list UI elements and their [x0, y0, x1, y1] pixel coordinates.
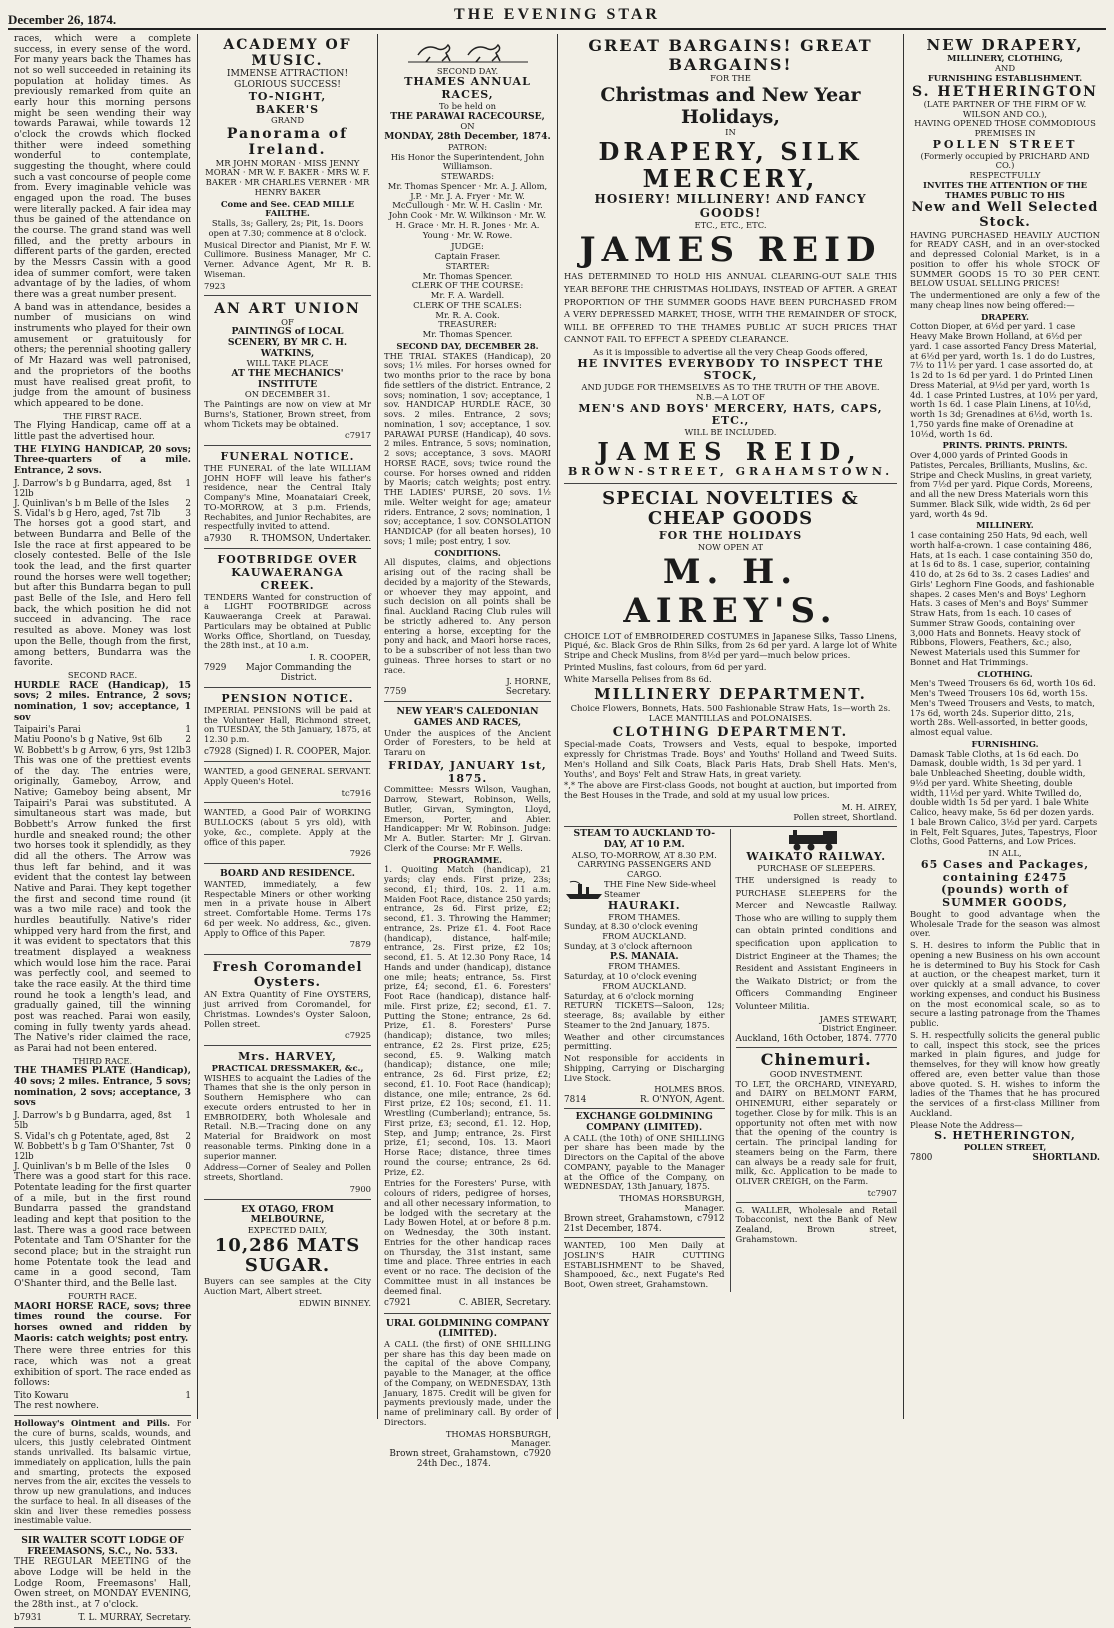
masthead	[8, 6, 1106, 30]
waikato-ad: WAIKATO RAILWAY. PURCHASE OF SLEEPERS. THE undersigned is ready to PURCHASE SLEEPERS for the Mercer and Newcastle Railway. Those who are willing to supply them can obtain printed conditions and specification upon application to District Engineer at the Thames; the Resident and Assistant Engineers in the Waikato District; or from the Officers Commanding Engineer Volunteer Militia. JAMES STEWART, District Engineer. Auckland, 16th October, 1874. 7770 Chinemuri. GOOD INVESTMENT. TO LET, the ORCHARD, VINEYARD, and DAIRY on BELMONT FARM, OHINEMURI, either separately or together. Close by for milk. This is an opportunity not often met with now that the opening of the country is certain. The principal landing for steamers being on the Farm, there can always be a ready sale for fruit, milk, &c. Application to be made to OLIVER CREIGH, on the Farm. tc7907 G. WALLER, Wholesale and Retail Tobacconist, next the Bank of New Zealand, Brown street, Grahamstown.	[731, 829, 898, 1291]
result-row: J. Quinlivan's b m Belle of the Isles 0	[14, 1162, 191, 1173]
result-row: Taipairi's Parai 1	[14, 725, 191, 736]
issue-date: December 26, 1874.	[8, 12, 117, 27]
result-row: Tito Kowaru 1	[14, 1390, 191, 1401]
race-report-p8: The rest nowhere.	[14, 1400, 99, 1412]
column-2	[198, 34, 378, 1419]
race-report-p2: A band was in attendance, besides a number of musicians on wind instruments who played for their own amusement or gratuitously for others; the perennial shooting gallery of Mr Hazard was well patronised, and the proprietors of the booths must have realised great profit, to judge from the amount of business which appeared to be done.	[14, 301, 191, 409]
first-race-heading: THE FIRST RACE.	[63, 410, 142, 421]
ural-notice: URAL GOLDMINING COMPANY (LIMITED). A CALL (the first) of ONE SHILLING per share has this day been made on the capital of the above Company, payable to the Manager, at the office of the Company, on WEDNESDAY, 13th January, 1875. Credit will be given for payments previously made, under the name of preliminary call. By order of Directors. THOMAS HORSBURGH, Manager. Brown street, Grahamstown, 24th Dec., 1874. c7920	[384, 1317, 551, 1470]
holloway-ad: Holloway's Ointment and Pills. For the cure of burns, scalds, wounds, and ulcers, this justly celebrated Ointment stands unrivalled. Its balsamic virtue, immediately on application, lulls the pain and smarting, protects the exposed nerves from the air, excites the vessels to throw up new granulations, and induces the surface to heal. In all diseases of the skin and liver these remedies possess inestimable value.	[14, 1417, 191, 1526]
result-row: J. Darrow's b g Bundarra, aged, 8st 5lb 1	[14, 1111, 191, 1132]
thames-plate: THE THAMES PLATE (Handicap), 40 sovs; 2 miles. Entrance, 5 sovs; nomination, 2 sovs; acceptance, 3 sovs	[14, 1065, 191, 1109]
hetherington-ad: NEW DRAPERY, MILLINERY, CLOTHING, AND FURNISHING ESTABLISHMENT. S. HETHERINGTON (LATE PARTNER OF THE FIRM OF W. WILSON AND CO.), HAVING OPENED THOSE COMMODIOUS PREMISES IN POLLEN STREET (Formerly occupied by PRICHARD AND CO.) RESPECTFULLY INVITES THE ATTENTION OF THE THAMES PUBLIC TO HIS New and Well Selected Stock. HAVING PURCHASED HEAVILY AUCTION for READY CASH, and in an over-stocked and depressed Colonial Market, is in a position to offer his whole STOCK OF SUMMER GOODS 15 TO 30 PER CENT. BELOW USUAL SELLING PRICES! The undermentioned are only a few of the many cheap lines now being offered:— DRAPERY. Cotton Dioper, at 6½d per yard. 1 case Heavy Make Brown Holland, at 6½d per yard. 1 case assorted Fancy Dress Material, at 6½d per yard, worth 1s. 1 do do Lustres, 7½ to 11½ per yard. 1 case assorted do, at 1s 2d to 1s 6d per yard. 1 do Printed Linen Dress Material, at 9½d per yard, worth 1s 4d. 1 case Printed Lustres, at 10½ per yard, worth 1s 6d. 1 case Plain Linens, at 10½d, worth 1s 3d; Grenadines at 6½d, worth 1s. 1,750 yards fine make of Orenadine at 10½d, worth 1s 6d. PRINTS. PRINTS. PRINTS. Over 4,000 yards of Printed Goods in Patistes, Percales, Brilliants, Muslins, &c. Stripe and Check Muslins, in great variety, from 7½d per yard. Pique Cords, Moreens, and all the new Dress Materials worn this Summer. Black Silk, wide width, 2s 6d per yard, worth 4s 9d. MILLINERY. 1 case containing 250 Hats, 9d each, well worth half-a-crown. 1 case containing 486, Hats, at 1s each. 1 case containing 350 do, at 1s 6d to 8s. 1 case, superior, containing 410 do, at 2s 6d to 3s. 2 cases Ladies' and Girls' Leghorn Fine Goods, and fashionable shapes. 2 cases Men's and Boys' Leghorn Hats. 3 cases of Men's and Boys' Summer Straw Hats, from 1s each. 10 cases of Summer Straw Goods, containing over 3,000 Hats and Bonnets. Heavy stock of Ribbons, Flowers, Feathers, &c.; also, Newest Materials used this Summer for Bonnet and Hat Trimmings. CLOTHING. Men's Tweed Trousers 6s 6d, worth 10s 6d. Men's Tweed Trousers 10s 6d, worth 15s. Men's Tweed Trousers and Vests, to match, 17s 6d, worth 24s. Superior ditto, 21s, worth 28s. Well-assorted, in better goods, almost equal value. FURNISHING. Damask Table Cloths, at 1s 6d each. Do Damask, double width, 1s 3d per yard. 1 bale Unbleached Sheeting, double width, 9½d per yard. White Sheeting, double width, 11½d per yard. White Twilled do, double width 1s 5d per yard. 1 bale White Calico, heavy make, 5s 6d per dozen yards. 1 bale Brown Calico, 3½d per yard. Carpets in Felt, Felt Squares, Jutes, Tapestrys, Floor Cloths, Good Patterns, and Low Prices. IN ALL, 65 Cases and Packages, containing £2475 (pounds) worth of SUMMER GOODS, Bought to good advantage when the Wholesale Trade for the season was almost over. S. H. desires to inform the Public that in opening a new Business on his own account he is determined to Buy his Stock for Cash at auction, or the cheapest market, turn it over quickly at a small advance, to cover working expenses, and conduct his Business on the most economical scale, so as to secure a lasting patronage from the Thames public. S. H. respectfully solicits the general public to call, inspect this stock, see the prices marked in plain figures, and judge for themselves, for they will know how greatly offered are, even better value than those above quoted. S. H. wishes to inform the ladies of the Thames that he has procured the services of a first-class Milliner from Auckland. Please Note the Address— S. HETHERINGTON, POLLEN STREET, 7800 SHORTLAND.	[910, 36, 1100, 1163]
races-ad: SECOND DAY. THAMES ANNUAL RACES, To be held on THE PARAWAI RACECOURSE, ON MONDAY, 28th December, 1874. PATRON: His Honor the Superintendent, John Williamson. STEWARDS: Mr. Thomas Spencer · Mr. A. J. Allom, J.P. · Mr. J. A. Fryer · Mr. W. McCullough · Mr. W. H. Caslin · Mr. John Cook · Mr. W. Wilkinson · Mr. W. H. Grace · Mr. H. R. Jones · Mr. A. Young · Mr. W. Rowe. JUDGE: Captain Fraser. STARTER: Mr. Thomas Spencer. CLERK OF THE COURSE: Mr. F. A. Wardell. CLERK OF THE SCALES: Mr. R. A. Cook. TREASURER: Mr. Thomas Spencer. SECOND DAY, DECEMBER 28. THE TRIAL STAKES (Handicap), 20 sovs; 1½ miles. For horses owned for two months prior to the race by bona fide settlers of the district. Entrance, 2 sovs; nomination, 1 sov; acceptance, 1 sov. HANDICAP HURDLE RACE, 30 sovs. 2 miles. Entrance, 2 sovs; nomination, 1 sov; acceptance, 1 sov. PARAWAI PURSE (Handicap), 40 sovs. 2 miles. Entrance, 5 sovs; nomination, 2 sovs; acceptance, 3 sovs. MAORI HORSE RACE, sovs; twice round the course. For horses owned and ridden by Maoris; catch weights; post entry. THE LADIES' PURSE, 20 sovs. 1½ mile. Welter weight for age; amateur riders. Entrance, 2 sovs; nomination, 1 sov; acceptance, 1 sov. CONSOLATION HANDICAP (for all beaten horses), 10 sovs; 1 mile; post entry, 1 sov. CONDITIONS. All disputes, claims, and objections arising out of the racing shall be decided by a majority of the Stewards, or whoever they may appoint, and such decision on all points shall be final. Auckland Racing Club rules will be strictly adhered to. Any person entering a horse, excepting for the pony and hack, and Maori horse races, to be a subscriber of not less than two guineas. Three horses to start or no race. J. HORNE, 7759 Secretary.	[384, 34, 551, 702]
third-race-heading: THIRD RACE.	[72, 1055, 133, 1066]
result-row: S. Vidal's b g Hero, aged, 7st 7lb 3	[14, 509, 191, 520]
pension-notice: PENSION NOTICE. IMPERIAL PENSIONS will be paid at the Volunteer Hall, Richmond street, on TUESDAY, the 5th January, 1875, at 12.30 p.m. c7928 (Signed) I. R. COOPER, Major.	[204, 690, 371, 762]
hetherington-name: S. HETHERINGTON	[912, 83, 1098, 100]
column-3	[378, 34, 558, 1470]
steamer-icon	[564, 880, 604, 900]
result-row: J. Quinlivan's b m Belle of the Isles 2	[14, 499, 191, 510]
result-row: J. Darrow's b g Bundarra, aged, 8st 12lb 1	[14, 478, 191, 499]
joslin-ad: WANTED, 100 Men Daily at JOSLIN'S HAIR CUTTING ESTABLISHMENT to be Shaved, Shampooed, &c., next Fugate's Red Boot, Owen street, Grahamstown.	[564, 1240, 725, 1290]
wanted-bullocks: WANTED, a Good Pair of WORKING BULLOCKS (about 5 yrs old), with yoke, &c., complete. Apply at the office of this paper. 7926	[204, 805, 371, 864]
james-reid-name: JAMES REID	[579, 229, 882, 270]
airey-ad: SPECIAL NOVELTIES & CHEAP GOODS FOR THE HOLIDAYS NOW OPEN AT M. H. AIREY'S. CHOICE LOT of EMBROIDERED COSTUMES in Japanese Silks, Tasso Linens, Piqué, &c. Black Gros de Rhin Silks, from 2s 6d per yard. A large lot of White Stripe and Check Muslins, from 8½d per yard—much below prices. Printed Muslins, fast colours, from 6d per yard. White Marsella Pelises from 8s 6d. MILLINERY DEPARTMENT. Choice Flowers, Bonnets, Hats. 500 Fashionable Straw Hats, 1s—worth 2s. LACE MANTILLAS and POLONAISES. CLOTHING DEPARTMENT. Special-made Coats, Trowsers and Vests, equal to bespoke, imported expressly for Christmas Trade. Boys' and Youths' Holland and Tweed Suits. Men's Holland and Silk Coats, Black Paris Hats, Drab Shell Hats. Men's, Youths', and Boys' Felt and Straw Hats, in great variety. *,* The above are First-class Goods, not bought at auction, but imported from the Best Houses in the Trade, and sold at my usual low prices. M. H. AIREY, Pollen street, Shortland.	[564, 486, 897, 828]
column-5	[904, 34, 1106, 1419]
art-union-ad: AN ART UNION OF PAINTINGS of LOCAL SCENERY, BY MR C. H. WATKINS, WILL TAKE PLACE AT THE MECHANICS' INSTITUTE ON DECEMBER 31. The Paintings are now on view at Mr Burns's, Stationer, Brown street, from whom Tickets may be obtained. c7917	[204, 298, 371, 446]
paper-title: THE EVENING STAR	[454, 6, 660, 23]
steam-ad: STEAM TO AUCKLAND TO-DAY, AT 10 P.M. ALSO, TO-MORROW, AT 8.30 P.M. CARRYING PASSENGERS AND CARGO. THE Fine New Side-wheel Steamer HAURAKI. FROM THAMES. Sunday, at 8.30 o'clock evening FROM AUCKLAND. Sunday, at 3 o'clock afternoon P.S. MANAIA. FROM THAMES. Saturday, at 10 o'clock evening FROM AUCKLAND. Saturday, at 6 o'clock morning RETURN TICKETS—Saloon, 12s; steerage, 8s; available by either Steamer to the 2nd January, 1875. Weather and other circumstances permitting. Not responsible for accidents in Shipping, Carrying or Discharging Live Stock. HOLMES BROS. 7814 R. O'NYON, Agent. EXCHANGE GOLDMINING COMPANY (LIMITED). A CALL (the 10th) of ONE SHILLING per share has been made by the Directors on the Capital of the above COMPANY, payable to the Manager at the Office of the Company, on WEDNESDAY, 13th January, 1875. THOMAS HORSBURGH, Manager. Brown street, Grahamstown, 21st December, 1874. c7912 WANTED, 100 Men Daily at JOSLIN'S HAIR CUTTING ESTABLISHMENT to be Shaved, Shampooed, &c., next Fugate's Red Boot, Owen street, Grahamstown.	[564, 829, 731, 1291]
race-report-p6: There was a good start for this race. Potentate leading for the first quarter of a mile, but in the first round Bundarra passed the grandstand leading and kept that position to the last. There was a good race between Potentate and Tam O'Shanter for the second place; but in the straight run home Potentate took the lead and came in a good second, Tam O'Shanter third, and the Belle last.	[14, 1171, 191, 1290]
caledonian-ad: NEW YEAR'S CALEDONIAN GAMES AND RACES, Under the auspices of the Ancient Order of Foresters, to be held at Tararu on FRIDAY, JANUARY 1st, 1875. Committee: Messrs Wilson, Vaughan, Darrow, Stewart, Robinson, Wells, Butler, Girvan, Symington, Lloyd, Emerson, Porter, and Abier. Handicapper: Mr W. Robinson. Judge: Mr A. Butler. Starter: Mr J. Girvan. Clerk of the Course: Mr F. Wells. PROGRAMME. 1. Quoiting Match (handicap), 21 yards; clay ends. First prize, 23s; second, £1; third, 10s. 2. 11 a.m. Maiden Foot Race, distance 250 yards; entrance, 2s 6d. First prize, £2; second, £1. 3. Throwing the Hammer; entrance, 2s. Prize £1. 4. Foot Race (handicap), distance, half-mile; entrance, 2s. First prize, £2 10s; second, £1. 5. At 12.30 Pony Race, 14 Hands and under (handicap), distance one mile; heats; entrance, 5s. First prize, £4; second, £1. 6. Foresters' Foot Race (handicap), distance half-mile. First prize, £2; second, £1. 7. Putting the Stone; entrance, 2s 6d. Prize, £1. 8. Foresters' Purse (handicap); distance, two miles; entrance, £2 2s. First prize, £25; second, £5. 9. Walking match (handicap); distance, one mile; entrance, 2s 6d. First prize, £2; second, £1. 10. Foot Race (handicap); distance, one mile; entrance, 2s 6d. First prize, £2 10s; second, £1. 11. Wrestling (Cumberland); entrance, 5s. First prize, £3; second, £1. 12. Hop, Step, and Jump; entrance, 2s. First prize, £1; second, 10s. 13. Maori Horse Race; distance, three times round the course; entrance, 2s 6d. Prize, £2. Entries for the Foresters' Purse, with colours of riders, pedigree of horses, and all other necessary information, to be lodged with the secretary at the Lady Bowen Hotel, at or before 8 p.m. on Wednesday, the 30th instant. Entries for the other handicap races on Thursday, the 31st instant, same time and place. Three entries in each event or no race. The decision of the Committee must in all instances be deemed final. c7921 C. ABIER, Secretary.	[384, 704, 551, 1313]
exchange-title: EXCHANGE GOLDMINING COMPANY (LIMITED).	[575, 1111, 713, 1134]
horse-racing-illustration	[408, 37, 528, 63]
race-report-p3: The Flying Handicap, came off at a little past the advertised hour.	[14, 420, 191, 442]
locomotive-icon	[781, 829, 851, 851]
result-row: S. Vidal's ch g Potentate, aged, 8st 2	[14, 1131, 191, 1142]
chinemuri-title: Chinemuri.	[760, 1050, 872, 1070]
race-report-p1: races, which were a complete success, in every sense of the word. For many years back the Thames has not so well succeeded in retaining its population at holiday times. As previously remarked from quite an early hour this morning persons might be seen wending their way towards Parawai, while towards 12 o'clock the crowds which flocked thither were indeed something wonderful to contemplate, suggesting the thought, where could such a vast concourse of people come from. Every imaginable vehicle was engaged upon the road. The buses were literally packed. A fair idea may thus be gained of the attendance on the course. The grand stand was well filled, and the pretty arbours in different parts of the garden, erected by the Messrs Cassin with a good idea of summer comfort, were taken advantage of by the ladies, of whom there was a great number present.	[14, 33, 191, 301]
maori-race: MAORI HORSE RACE, sovs; three times round the course. For horses owned and ridden by Maoris: catch weights; post entry.	[14, 1300, 191, 1344]
lodge-notice: SIR WALTER SCOTT LODGE OF FREEMASONS, S.C., No. 533. THE REGULAR MEETING of the above Lodge will be held in the Lodge Room, Freemasons' Hall, Owen street, on MONDAY EVENING, the 28th inst., at 7 o'clock. b7931 T. L. MURRAY, Secretary.	[14, 1533, 191, 1628]
footbridge-tender: FOOTBRIDGE OVER KAUWAERANGA CREEK. TENDERS Wanted for construction of a LIGHT FOOTBRIDGE across Kauwaeranga Creek at Parawai. Particulars may be obtained at Public Works Office, Shortland, on Tuesday, the 28th inst., at 10 a.m. I. R. COOPER, 7929 Major Commanding the District.	[204, 551, 371, 688]
lodge-title: SIR WALTER SCOTT LODGE OF FREEMASONS, S.C., No. 533.	[21, 1535, 184, 1557]
result-row: Matiu Poono's b g Native, 9st 6lb 2	[14, 735, 191, 746]
academy-ad: ACADEMY OF MUSIC. IMMENSE ATTRACTION! GLORIOUS SUCCESS! TO-NIGHT, BAKER'S GRAND Panorama of Ireland. MR JOHN MORAN · MISS JENNY MORAN · MR W. F. BAKER · MRS W. F. BAKER · MR CHARLES VERNER · MR HENRY BAKER Come and See. CEAD MILLE FAILTHE. Stalls, 3s; Gallery, 2s; Pit, 1s. Doors open at 7.30; commence at 8 o'clock. Musical Director and Pianist, Mr F. W. Cullimore. Business Manager, Mr C. Verner. Advance Agent, Mr R. B. Wiseman. 7923	[204, 34, 371, 296]
result-row: W. Bobbett's b g Tam O'Shanter, 7st 12lb 0	[14, 1141, 191, 1162]
board-residence: BOARD AND RESIDENCE. WANTED, immediately, a few Respectable Miners or other working men in a private house in Albert street. Comfortable Home. Terms 17s 6d per week. No address, &c., given. Apply to Office of this Paper. 7879	[204, 866, 371, 955]
race-report-p7: There were three entries for this race, which was not a great exhibition of sport. The race ended as follows:	[14, 1345, 191, 1389]
second-race-heading: SECOND RACE.	[67, 669, 138, 680]
harvey-ad: Mrs. HARVEY, PRACTICAL DRESSMAKER, &c., WISHES to acquaint the Ladies of the Thames that she is the only person in Southern Hemisphere who can execute orders entrusted to her in EMBROIDERY, both Wholesale and Retail. N.B.—Tracing done on any Material for Braidwork on most reasonable terms. Pinking done in a superior manner. Address—Corner of Sealey and Pollen streets, Shortland. 7900	[204, 1048, 371, 1200]
funeral-notice: FUNERAL NOTICE. THE FUNERAL of the late WILLIAM JOHN HOFF will leave his father's residence, near the Central Italy Company's Mine, Moanataiari Creek, TO-MORROW, at 3 p.m. Friends, Rechabites, and Junior Rechabites, are respectfully invited to attend. a7930 R. THOMSON, Undertaker.	[204, 448, 371, 549]
columns	[8, 33, 1106, 1623]
flying-handicap: THE FLYING HANDICAP, 20 sovs; Three-quarters of a mile. Entrance, 2 sovs.	[14, 443, 191, 476]
james-reid-ad: GREAT BARGAINS! GREAT BARGAINS! FOR THE Christmas and New Year Holidays, IN DRAPERY, SILK MERCERY, HOSIERY! MILLINERY! AND FANCY GOODS! ETC., ETC., ETC. JAMES REID HAS DETERMINED TO HOLD HIS ANNUAL CLEARING-OUT SALE THIS YEAR BEFORE THE CHRISTMAS HOLIDAYS, INSTEAD OF AFTER. A GREAT PROPORTION OF THE SUMMER GOODS HAVE BEEN PURCHASED FROM A VERY DEPRESSED MARKET, THOSE, WITH THE REMAINDER OF STOCK, WILL BE OFFERED TO THE THAMES PUBLIC AT SUCH PRICES THAT CANNOT FAIL TO EFFECT A SPEEDY CLEARANCE. As it is impossible to advertise all the very Cheap Goods offered, HE INVITES EVERYBODY TO INSPECT THE STOCK, AND JUDGE FOR THEMSELVES AS TO THE TRUTH OF THE ABOVE. N.B.—A LOT OF MEN'S AND BOYS' MERCERY, HATS, CAPS, ETC., WILL BE INCLUDED. JAMES REID, BROWN-STREET, GRAHAMSTOWN.	[564, 34, 897, 484]
sugar-ad: EX OTAGO, FROM MELBOURNE, EXPECTED DAILY, 10,286 MATS SUGAR. Buyers can see samples at the City Auction Mart, Albert street. EDWIN BINNEY.	[204, 1203, 371, 1308]
fourth-race-heading: FOURTH RACE.	[68, 1290, 137, 1301]
race-report-p4: The horses got a good start, and between Bundarra and Belle of the Isle the race at first appeared to be closely contested. Belle of the Isle took the lead, and the first quarter round the horses were well together; but after this Bundarra began to pull past Belle of the Isle, and Hero fell back, the which position he did not succeed in advancing. The race resulted as above. Money was lost upon the Belle, though from the first, among betters, Bundarra was the favorite.	[14, 518, 191, 669]
column-1	[8, 33, 198, 1623]
panorama-title: Panorama of Ireland.	[226, 126, 349, 159]
column-4	[558, 34, 904, 1419]
wanted-servant: WANTED, a good GENERAL SERVANT. Apply Queen's Hotel. tc7916	[204, 764, 371, 803]
hurdle-race: HURDLE RACE (Handicap), 15 sovs; 2 miles. Entrance, 2 sovs; nomination, 1 sov; acceptance, 1 sov	[14, 679, 191, 723]
lodge-body: THE REGULAR MEETING of the above Lodge will be held in the Lodge Room, Freemasons' Hall, Owen street, on MONDAY EVENING, the 28th inst., at 7 o'clock.	[14, 1556, 191, 1611]
lower-row	[564, 829, 897, 1291]
oysters-ad: Fresh Coromandel Oysters. AN Extra Quantity of Fine OYSTERS, just arrived from Coromandel, for Christmas. Lowndes's Oyster Saloon, Pollen street. c7925	[204, 957, 371, 1046]
waller-ad: G. WALLER, Wholesale and Retail Tobacconist, next the Bank of New Zealand, Brown street, Grahamstown.	[735, 1204, 897, 1244]
race-report-p5: This was one of the prettiest events of the day. The entries were, originally, Gameboy, Arrow, and Native; Gameboy being absent, Mr Taipairi's Parai was substituted. A simultaneous start was made, but Bobbett's Arrow funked the first hurdle and sneaked round; the other two horses took it splendidly, as they did all the others. The Arrow was thus left far behind, and it was evident that the contest lay between Native and Parai. They kept together the first and second time round (it was a two mile race) and took the hurdles beautifully. Native's rider whipped very hard from the first, and it was evident to spectators that this treatment displayed a weakness which would lose him the race. Parai was perfectly cool, and seemed to take the race easily. At the third time round he took a length's lead, and gradually gained, till the winning post was reached. Parai won easily, coming in fully twenty yards ahead. The Native's rider claimed the race, as Parai had not been entered.	[14, 754, 191, 1055]
airey-name: M. H. AIREY'S.	[623, 551, 838, 632]
result-row: W. Bobbett's b g Arrow, 6 yrs, 9st 12lb 3	[14, 745, 191, 756]
